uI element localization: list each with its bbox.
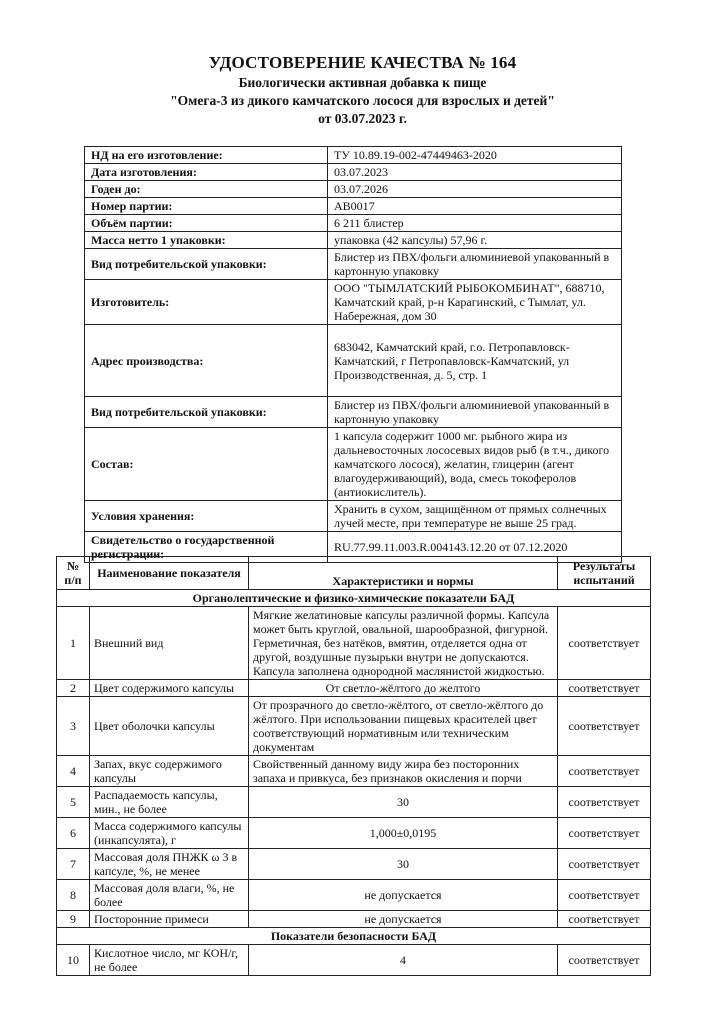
result-row bbox=[57, 680, 651, 697]
result-row bbox=[57, 756, 651, 787]
result-row bbox=[57, 880, 651, 911]
result-row bbox=[57, 697, 651, 756]
header-result: Результаты испытаний bbox=[558, 557, 651, 590]
row-indicator-name: Массовая доля ПНЖК ω 3 в капсуле, %, не менее bbox=[90, 849, 249, 880]
document-date: от 03.07.2023 г. bbox=[318, 111, 407, 126]
row-number: 3 bbox=[57, 697, 90, 756]
info-label: Номер партии: bbox=[85, 198, 328, 215]
info-value: 6 211 блистер bbox=[328, 215, 622, 232]
row-spec: не допускается bbox=[249, 880, 558, 911]
info-label: Условия хранения: bbox=[85, 501, 328, 532]
info-value: Блистер из ПВХ/фольги алюминиевой упакованный в картонную упаковку bbox=[328, 397, 622, 428]
row-result: соответствует bbox=[558, 787, 651, 818]
product-info-table bbox=[84, 146, 622, 563]
section-organoleptic bbox=[57, 590, 651, 607]
row-indicator-name: Запах, вкус содержимого капсулы bbox=[90, 756, 249, 787]
results-header-row bbox=[57, 557, 651, 590]
row-number: 9 bbox=[57, 911, 90, 928]
info-row bbox=[85, 147, 622, 164]
row-indicator-name: Распадаемость капсулы, мин., не более bbox=[90, 787, 249, 818]
row-indicator-name: Внешний вид bbox=[90, 607, 249, 680]
result-row bbox=[57, 818, 651, 849]
info-label: Масса нетто 1 упаковки: bbox=[85, 232, 328, 249]
section-safety bbox=[57, 928, 651, 945]
row-number: 10 bbox=[57, 945, 90, 976]
row-number: 8 bbox=[57, 880, 90, 911]
row-result: соответствует bbox=[558, 945, 651, 976]
info-value: 683042, Камчатский край, г.о. Петропавловск-Камчатский, г Петропавловск-Камчатский, ул Производственная, д. 5, стр. 1 bbox=[328, 325, 622, 397]
header-spec: Характеристики и нормы bbox=[249, 557, 558, 590]
info-row bbox=[85, 232, 622, 249]
test-results-table bbox=[56, 556, 651, 976]
result-row bbox=[57, 911, 651, 928]
row-result: соответствует bbox=[558, 880, 651, 911]
row-spec: Мягкие желатиновые капсулы различной формы. Капсула может быть круглой, овальной, шарообразной, фигурной. Герметичная, без натёков, вмятин, отделяется одна от другой, воздушные пузырьки внутри не допускаются. Капсула заполнена однородной маслянистой жидкостью. bbox=[249, 607, 558, 680]
info-label: Состав: bbox=[85, 428, 328, 501]
header-name: Наименование показателя bbox=[90, 557, 249, 590]
info-value: RU.77.99.11.003.R.004143.12.20 от 07.12.2020 bbox=[328, 532, 622, 563]
info-value: Блистер из ПВХ/фольги алюминиевой упакованный в картонную упаковку bbox=[328, 249, 622, 280]
info-row bbox=[85, 215, 622, 232]
row-number: 4 bbox=[57, 756, 90, 787]
info-row bbox=[85, 280, 622, 325]
info-label: Свидетельство о государственной регистрации: bbox=[85, 532, 328, 563]
row-number: 5 bbox=[57, 787, 90, 818]
row-result: соответствует bbox=[558, 607, 651, 680]
info-row bbox=[85, 501, 622, 532]
product-category: Биологически активная добавка к пище bbox=[238, 75, 487, 90]
document-title: УДОСТОВЕРЕНИЕ КАЧЕСТВА № 164 bbox=[208, 53, 517, 72]
info-value: АВ0017 bbox=[328, 198, 622, 215]
row-indicator-name: Цвет содержимого капсулы bbox=[90, 680, 249, 697]
info-value: 1 капсула содержит 1000 мг. рыбного жира из дальневосточных лососевых видов рыб (в т.ч., дикого камчатского лосося), желатин, глицерин (агент влагоудерживающий), вода, смесь токоферолов (антиокислитель). bbox=[328, 428, 622, 501]
result-row bbox=[57, 945, 651, 976]
row-number: 2 bbox=[57, 680, 90, 697]
row-spec: Свойственный данному виду жира без посторонних запаха и привкуса, без признаков окисления и порчи bbox=[249, 756, 558, 787]
info-row bbox=[85, 428, 622, 501]
info-value: Хранить в сухом, защищённом от прямых солнечных лучей месте, при температуре не выше 25 град. bbox=[328, 501, 622, 532]
header-num: № п/п bbox=[57, 557, 90, 590]
result-row bbox=[57, 849, 651, 880]
info-row bbox=[85, 325, 622, 397]
row-spec: От светло-жёлтого до желтого bbox=[249, 680, 558, 697]
info-label: НД на его изготовление: bbox=[85, 147, 328, 164]
row-number: 1 bbox=[57, 607, 90, 680]
section-title: Органолептические и физико-химические показатели БАД bbox=[57, 590, 651, 607]
info-label: Объём партии: bbox=[85, 215, 328, 232]
info-value: упаковка (42 капсулы) 57,96 г. bbox=[328, 232, 622, 249]
info-row bbox=[85, 198, 622, 215]
row-indicator-name: Кислотное число, мг КОН/г, не более bbox=[90, 945, 249, 976]
info-value: 03.07.2026 bbox=[328, 181, 622, 198]
info-row bbox=[85, 397, 622, 428]
row-spec: 4 bbox=[249, 945, 558, 976]
product-name: "Омега-3 из дикого камчатского лосося для взрослых и детей" bbox=[170, 93, 555, 108]
row-result: соответствует bbox=[558, 697, 651, 756]
info-row bbox=[85, 164, 622, 181]
info-row bbox=[85, 181, 622, 198]
info-row bbox=[85, 249, 622, 280]
result-row bbox=[57, 607, 651, 680]
section-title: Показатели безопасности БАД bbox=[57, 928, 651, 945]
row-result: соответствует bbox=[558, 756, 651, 787]
row-indicator-name: Массовая доля влаги, %, не более bbox=[90, 880, 249, 911]
row-result: соответствует bbox=[558, 911, 651, 928]
info-label: Вид потребительской упаковки: bbox=[85, 249, 328, 280]
row-result: соответствует bbox=[558, 849, 651, 880]
row-number: 7 bbox=[57, 849, 90, 880]
row-spec: не допускается bbox=[249, 911, 558, 928]
info-label: Изготовитель: bbox=[85, 280, 328, 325]
result-row bbox=[57, 787, 651, 818]
info-value: ООО "ТЫМЛАТСКИЙ РЫБОКОМБИНАТ", 688710, Камчатский край, р-н Карагинский, с Тымлат, ул. Набережная, дом 30 bbox=[328, 280, 622, 325]
row-spec: 30 bbox=[249, 849, 558, 880]
info-label: Вид потребительской упаковки: bbox=[85, 397, 328, 428]
row-number: 6 bbox=[57, 818, 90, 849]
row-indicator-name: Посторонние примеси bbox=[90, 911, 249, 928]
info-value: ТУ 10.89.19-002-47449463-2020 bbox=[328, 147, 622, 164]
info-value: 03.07.2023 bbox=[328, 164, 622, 181]
info-label: Дата изготовления: bbox=[85, 164, 328, 181]
info-label: Адрес производства: bbox=[85, 325, 328, 397]
row-spec: От прозрачного до светло-жёлтого, от светло-жёлтого до жёлтого. При использовании пищевых красителей цвет соответствующий нормативным или техническим документам bbox=[249, 697, 558, 756]
row-result: соответствует bbox=[558, 680, 651, 697]
info-label: Годен до: bbox=[85, 181, 328, 198]
row-indicator-name: Масса содержимого капсулы (инкапсулята), г bbox=[90, 818, 249, 849]
row-result: соответствует bbox=[558, 818, 651, 849]
document-header bbox=[0, 52, 725, 128]
row-spec: 30 bbox=[249, 787, 558, 818]
row-indicator-name: Цвет оболочки капсулы bbox=[90, 697, 249, 756]
row-spec: 1,000±0,0195 bbox=[249, 818, 558, 849]
